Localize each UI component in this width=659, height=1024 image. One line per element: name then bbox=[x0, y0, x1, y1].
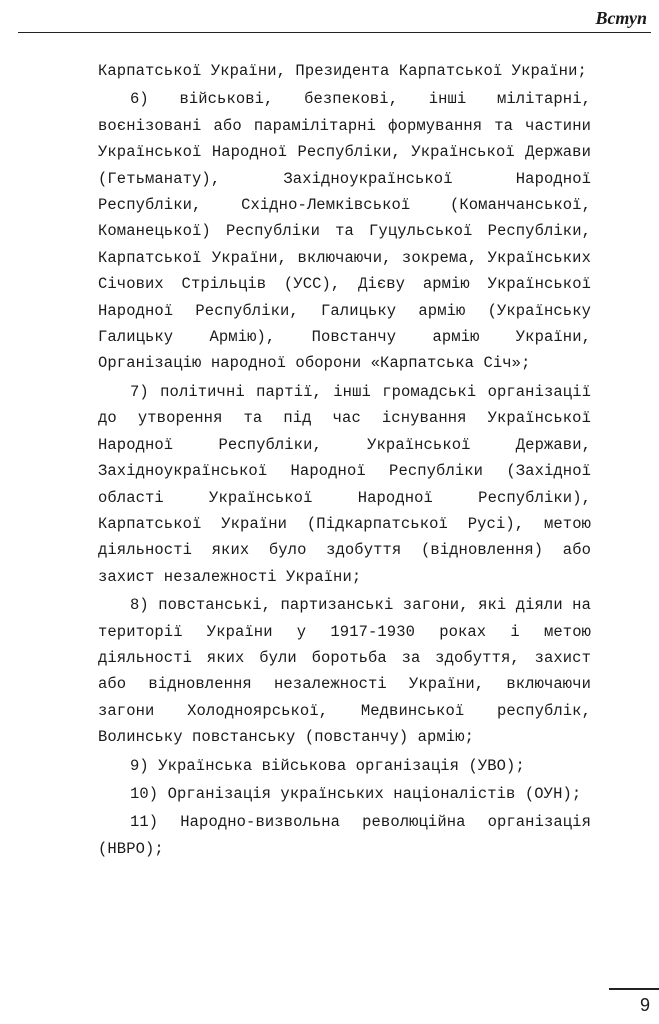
page-number: 9 bbox=[639, 995, 650, 1015]
document-body bbox=[98, 58, 591, 864]
list-item-9: 9) Українська військова організація (УВО); bbox=[130, 756, 525, 775]
footer-rule bbox=[609, 988, 659, 990]
paragraph-continuation: Карпатської України, Президента Карпатської України; bbox=[98, 62, 587, 80]
list-item-11: 11) Народно-визвольна революційна організація (НВРО); bbox=[98, 813, 591, 858]
list-item-7: 7) політичні партії, інші громадські організації до утворення та під час існування Української Народної Республіки, Української Держави, Західноукраїнської Народної Республіки (Західної області Української Народної Республіки), Карпатської України (Підкарпатської Русі), метою діяльності яких було здобуття (відновлення) або захист незалежності України; bbox=[98, 382, 591, 586]
list-item-8: 8) повстанські, партизанські загони, які діяли на території України у 1917-1930 роках і метою діяльності яких були боротьба за здобуття, захист або відновлення незалежності України, включаючи загони Холодноярської, Медвинської республік, Волинську повстанську (повстанчу) армію; bbox=[98, 596, 591, 747]
header-rule bbox=[18, 32, 651, 33]
list-item-10: 10) Організація українських націоналістів (ОУН); bbox=[130, 784, 582, 803]
running-header-title: Вступ bbox=[595, 8, 647, 28]
list-item-6: 6) військові, безпекові, інші мілітарні, воєнізовані або парамілітарні формування та частини Української Народної Республіки, Української Держави (Гетьманату), Західноукраїнської Народної Республіки, Східно-Лемківської (Команчанської, Команецької) Республіки та Гуцульської Республіки, Карпатської України, включаючи, зокрема, Українських Січових Стрільців (УСС), Дієву армію Української Народної Республіки, Галицьку армію (Українську Галицьку Армію), Повстанчу армію України, Організацію народної оборони «Карпатська Січ»; bbox=[98, 90, 591, 373]
